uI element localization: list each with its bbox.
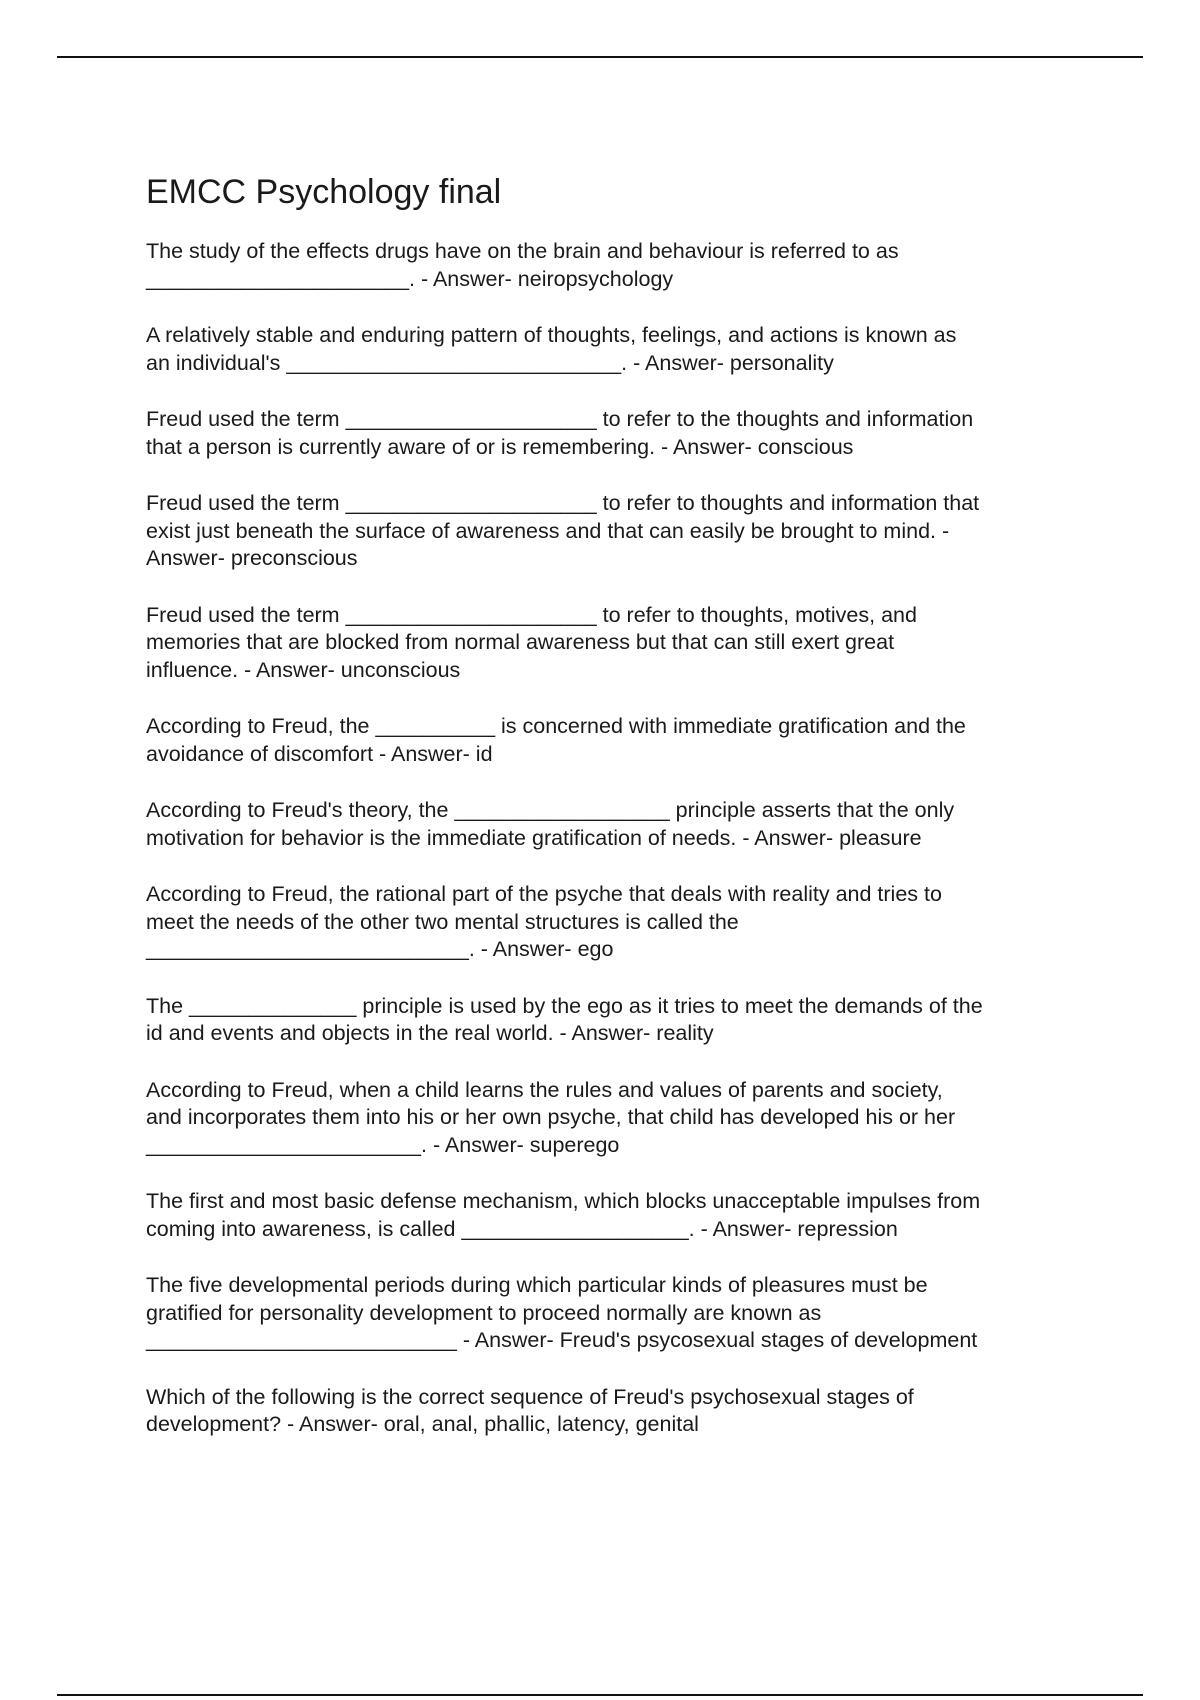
qa-item: Freud used the term _____________________ to refer to thoughts and information that exist just beneath the surface of awareness and that can easily be brought to mind. - Answer- preconscious xyxy=(146,491,980,570)
document-body xyxy=(146,172,1106,1468)
bottom-divider xyxy=(57,1694,1143,1696)
document-title: EMCC Psychology final xyxy=(146,173,502,211)
qa-item: According to Freud, the rational part of the psyche that deals with reality and tries to meet the needs of the other two mental structures is called the ___________________________. - Answer- ego xyxy=(146,882,942,961)
qa-item: According to Freud, when a child learns the rules and values of parents and society, and incorporates them into his or her own psyche, that child has developed his or her _______________________. - Answer- superego xyxy=(146,1077,956,1157)
qa-item: The five developmental periods during which particular kinds of pleasures must be gratified for personality development to proceed normally are known as __________________________ - Answer- Freud's psycosexual stages of development xyxy=(146,1273,978,1352)
qa-item: Freud used the term _____________________ to refer to the thoughts and information that a person is currently aware of or is remembering. - Answer- conscious xyxy=(146,407,974,459)
qa-item: A relatively stable and enduring pattern of thoughts, feelings, and actions is known as an individual's ____________________________. - Answer- personality xyxy=(146,323,957,375)
qa-item: The study of the effects drugs have on the brain and behaviour is referred to as ______________________. - Answer- neiropsychology xyxy=(146,239,899,291)
qa-item: Which of the following is the correct sequence of Freud's psychosexual stages of development? - Answer- oral, anal, phallic, latency, genital xyxy=(146,1384,914,1436)
top-divider xyxy=(57,56,1143,58)
qa-item: The first and most basic defense mechanism, which blocks unacceptable impulses from coming into awareness, is called ___________________. - Answer- repression xyxy=(146,1189,981,1241)
qa-item: Freud used the term _____________________ to refer to thoughts, motives, and memories that are blocked from normal awareness but that can still exert great influence. - Answer- unconscious xyxy=(146,602,917,682)
qa-item: According to Freud, the __________ is concerned with immediate gratification and the avoidance of discomfort - Answer- id xyxy=(146,714,966,766)
qa-item: The ______________ principle is used by the ego as it tries to meet the demands of the id and events and objects in the real world. - Answer- reality xyxy=(146,993,983,1045)
qa-item: According to Freud's theory, the __________________ principle asserts that the only motivation for behavior is the immediate gratification of needs. - Answer- pleasure xyxy=(146,798,955,850)
